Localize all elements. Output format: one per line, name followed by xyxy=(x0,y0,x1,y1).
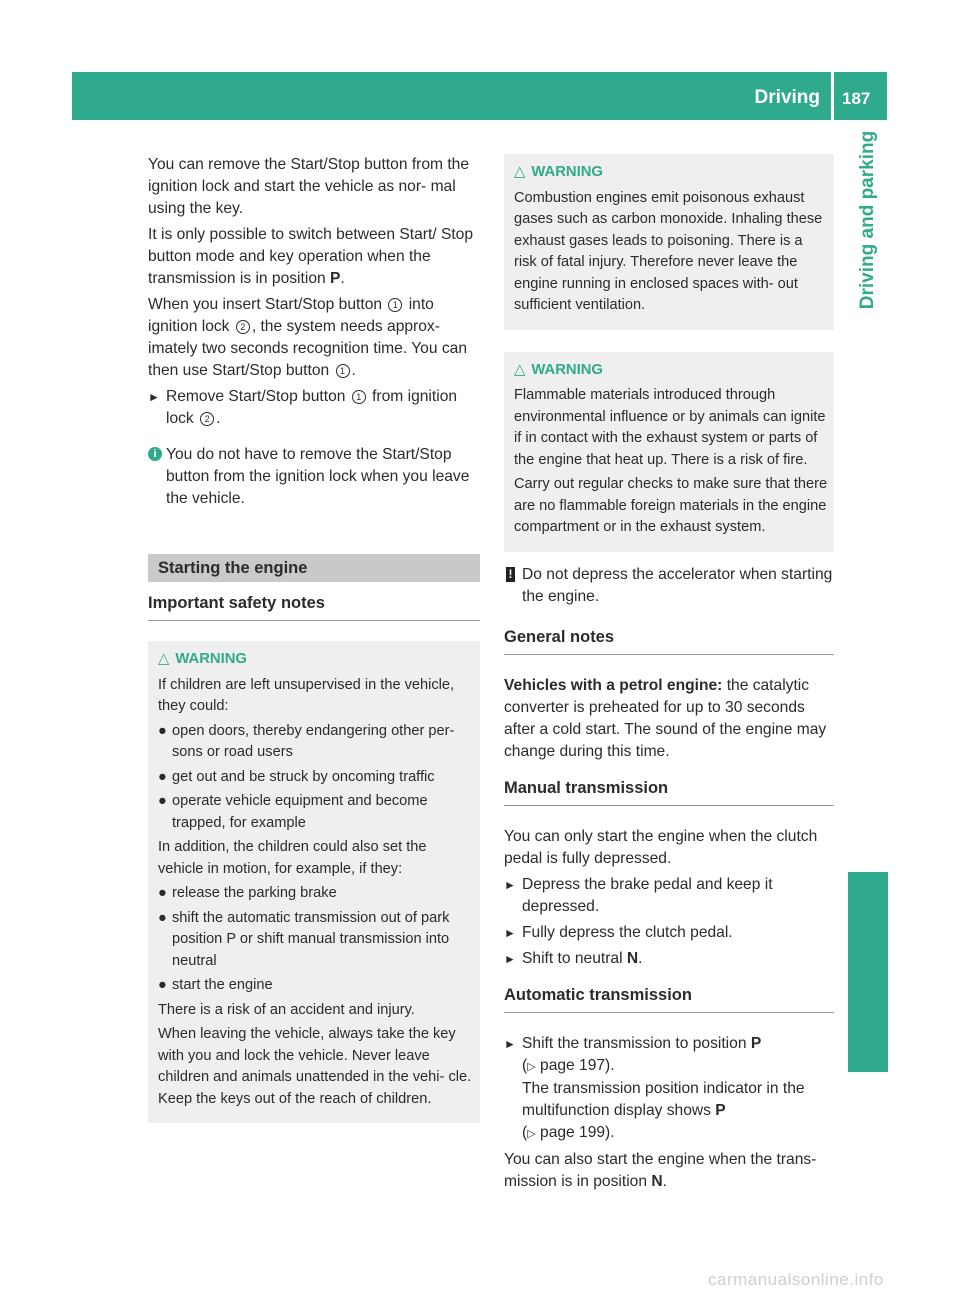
caution-note: ! Do not depress the accelerator when starting the engine. xyxy=(504,564,834,608)
side-tab-label: Driving and parking xyxy=(857,130,878,310)
page-ref-arrow-icon: ▷ xyxy=(527,1060,536,1073)
warning-heading: △ WARNING xyxy=(158,649,474,671)
right-column xyxy=(504,154,834,1197)
step-arrow-icon: ► xyxy=(148,390,160,404)
warning-text: Flammable materials introduced through environmental influence or by animals can ignite if in contact with the exhaust system or parts of the engine that heat up. There is a risk of fire. xyxy=(514,387,826,468)
step-arrow-icon: ► xyxy=(504,877,516,892)
step-arrow-icon: ► xyxy=(504,1036,516,1051)
callout-1-icon: 1 xyxy=(352,390,366,404)
warning-heading: △ WARNING xyxy=(514,360,828,382)
chapter-title: Driving xyxy=(754,87,820,108)
paragraph-neutral-start: You can also start the engine when the trans- mission is in position N. xyxy=(504,1150,817,1190)
warning-triangle-icon: △ xyxy=(158,651,170,667)
step-neutral: ► Shift to neutral N. xyxy=(504,948,834,970)
warning-box-flammable xyxy=(504,352,834,552)
left-column xyxy=(148,154,480,1123)
list-item: ● operate vehicle equipment and become trapped, for example xyxy=(158,793,428,831)
warning-text: Combustion engines emit poisonous exhaust gases such as carbon monoxide. Inhaling these exhaust gases leads to poisoning. There is a risk of fatal injury. Therefore never leave the engine running in enclosed spaces with- out sufficient ventilation. xyxy=(514,189,823,313)
page-reference-link[interactable]: page 197). xyxy=(540,1056,615,1074)
callout-2-icon: 2 xyxy=(200,412,214,426)
step-arrow-icon: ► xyxy=(504,925,516,940)
warning-closing: When leaving the vehicle, always take the key with you and lock the vehicle. Never leave children and animals unattended in the vehi- cle. Keep the keys out of the reach of children. xyxy=(158,1026,472,1107)
subheading-general-notes: General notes xyxy=(504,626,834,655)
paragraph-manual: You can only start the engine when the clutch pedal is fully depressed. xyxy=(504,827,818,867)
step-brake-pedal: ► Depress the brake pedal and keep it depressed. xyxy=(504,875,773,915)
paragraph-insert-button: When you insert Start/Stop button 1 into ignition lock 2 , the system needs approx- imately two seconds recognition time. You can then use Start/Stop button 1 . xyxy=(148,296,467,379)
page-reference-link[interactable]: page 199). xyxy=(540,1123,615,1141)
paragraph-petrol-engine: Vehicles with a petrol engine: the catalytic converter is preheated for up to 30 seconds after a cold start. The sound of the engine may change during this time. xyxy=(504,676,827,760)
warning-intro: If children are left unsupervised in the vehicle, they could: xyxy=(158,676,455,714)
callout-2-icon: 2 xyxy=(236,320,250,334)
list-item: ● start the engine xyxy=(158,977,273,993)
info-note: i You do not have to remove the Start/Stop button from the ignition lock when you leave the vehicle. xyxy=(148,444,480,510)
warning-text: Carry out regular checks to make sure that there are no flammable foreign materials in the engine compartment or in the exhaust system. xyxy=(514,476,828,535)
side-tab xyxy=(848,120,888,320)
list-item: ● get out and be struck by oncoming traffic xyxy=(158,768,435,785)
section-heading: Starting the engine xyxy=(148,554,480,582)
page-number: 187 xyxy=(842,89,871,108)
warning-triangle-icon: △ xyxy=(514,361,526,378)
warning-box-children xyxy=(148,641,480,1123)
warning-box-exhaust xyxy=(504,154,834,330)
header-separator xyxy=(831,72,834,120)
callout-1-icon: 1 xyxy=(388,298,402,312)
side-marker xyxy=(848,872,888,1072)
warning-risk: There is a risk of an accident and injury. xyxy=(158,1001,415,1018)
warning-heading: △ WARNING xyxy=(514,162,828,184)
subheading-safety-notes: Important safety notes xyxy=(148,592,480,621)
callout-1-icon: 1 xyxy=(336,364,350,378)
warning-middle: In addition, the children could also set the vehicle in motion, for example, if they: xyxy=(158,839,427,877)
list-item: ● release the parking brake xyxy=(158,885,337,901)
paragraph-remove-button: You can remove the Start/Stop button from the ignition lock and start the vehicle as nor- mal using the key. xyxy=(148,156,470,217)
list-item: ● open doors, thereby endangering other per- sons or road users xyxy=(158,722,455,760)
list-item: ● shift the automatic transmission out of park position P or shift manual transmission into neutral xyxy=(158,909,450,969)
watermark-credit: carmanualsonline.info xyxy=(708,1270,884,1289)
page-ref-arrow-icon: ▷ xyxy=(527,1127,536,1140)
subheading-automatic-transmission: Automatic transmission xyxy=(504,984,834,1013)
step-shift-position: ► Shift the transmission to position P (▷ page 197). The transmission position indicator in the multifunction display shows P (▷ page 199). xyxy=(504,1034,805,1141)
exclamation-icon: ! xyxy=(506,567,515,582)
subheading-manual-transmission: Manual transmission xyxy=(504,777,834,806)
step-clutch-pedal: ► Fully depress the clutch pedal. xyxy=(504,922,834,944)
step-arrow-icon: ► xyxy=(504,951,516,966)
step-remove-button: ► Remove Start/Stop button 1 from ignition lock 2 . xyxy=(148,388,458,427)
info-icon: i xyxy=(148,447,162,461)
warning-triangle-icon: △ xyxy=(514,164,526,180)
paragraph-switch-mode: It is only possible to switch between Start/ Stop button mode and key operation when the transmission is in position P. xyxy=(148,226,474,287)
